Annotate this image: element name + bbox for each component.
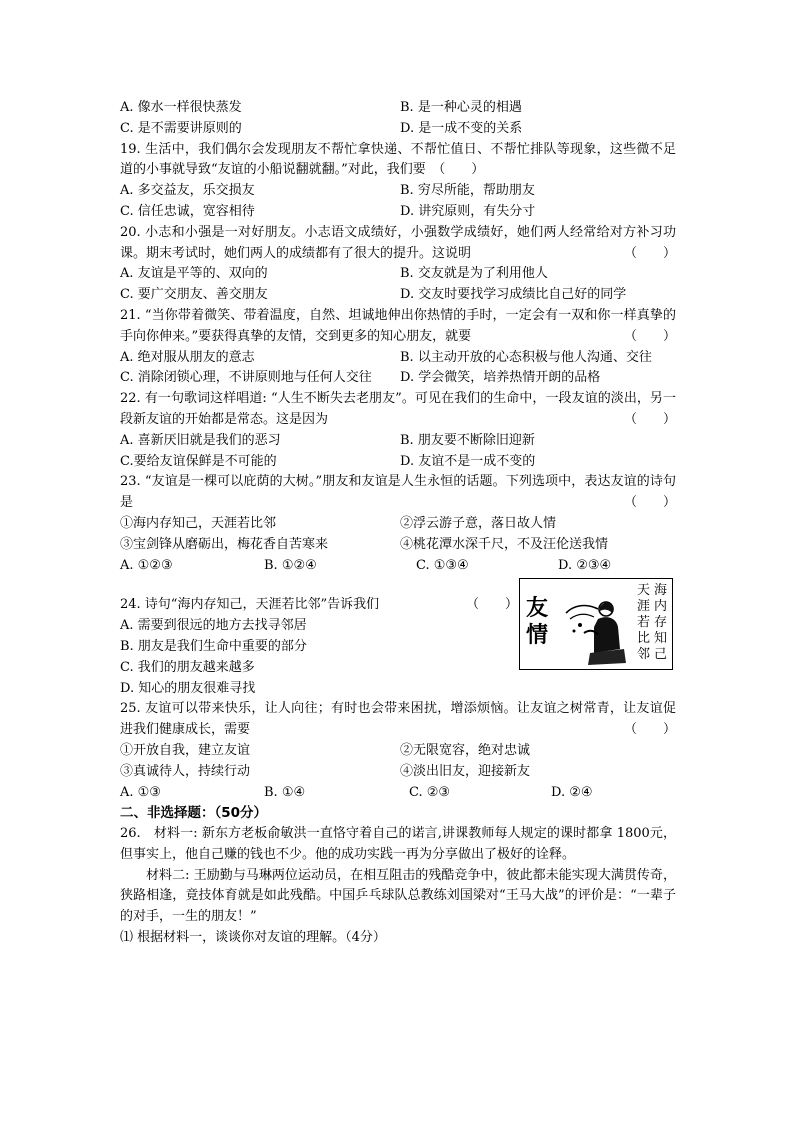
q22-option-c: C.要给友谊保鲜是不可能的 xyxy=(120,453,277,469)
q25-item-1: ①开放自我，建立友谊 xyxy=(120,742,251,758)
q21-options-row1 xyxy=(120,348,676,369)
q19-stem: 19. 生活中，我们偶尔会发现朋友不帮忙拿快递、不帮忙值日、不帮忙排队等现象，这些微不足道的小事就导致“友谊的小船说翻就翻。”对此，我们要 （ ） xyxy=(120,141,676,178)
q19-option-c: C. 信任忠诚，宽容相待 xyxy=(120,203,255,219)
q25-option-a: A. ①③ xyxy=(120,784,161,800)
q25-items-row1 xyxy=(120,741,676,762)
q23-items-row2 xyxy=(120,535,676,556)
q23-option-a: A. ①②③ xyxy=(120,557,173,573)
q21-option-c: C. 消除闭锁心理，不讲原则地与任何人交往 xyxy=(120,370,372,386)
q25-item-3: ③真诚待人，持续行动 xyxy=(120,763,251,779)
q26-material-1: 26. 材料一: 新东方老板俞敏洪一直恪守着自己的诺言,讲课教师每人规定的课时都拿 1800元，但事实上，他自己赚的钱也不少。他的成功实践一再为分享做出了极好的诠释。 xyxy=(120,826,676,862)
illustration-title: 友情 xyxy=(526,596,549,648)
q25-option-c: C. ②③ xyxy=(409,784,451,800)
q20-option-c: C. 要广交朋友、善交朋友 xyxy=(120,287,268,303)
q18-options-row1 xyxy=(120,98,676,119)
q20-answer-paren: （ ） xyxy=(623,245,676,261)
q25-option-b: B. ①④ xyxy=(264,784,306,800)
q20-options-row2 xyxy=(120,285,676,306)
q24-option-a: A. 需要到很远的地方去找寻邻居 xyxy=(120,618,307,634)
q18-option-d: D. 是一成不变的关系 xyxy=(400,120,523,136)
q25-answer-paren: （ ） xyxy=(623,722,676,738)
q18-option-b: B. 是一种心灵的相遇 xyxy=(400,100,522,115)
q26-part-1: ⑴ 根据材料一，谈谈你对友谊的理解。（4分） xyxy=(120,930,386,946)
poem-line-2: 天涯若比邻 xyxy=(636,583,650,662)
q22-options-row1 xyxy=(120,431,676,452)
q19-option-d: D. 讲究原则，有失分寸 xyxy=(400,203,536,219)
q25-items-row2 xyxy=(120,762,676,783)
q23-items-row1 xyxy=(120,514,676,535)
q22-answer-paren: （ ） xyxy=(623,411,676,427)
q23-option-b: B. ①②④ xyxy=(264,557,317,573)
q23-stem: 23. “友谊是一棵可以庇荫的大树。”朋友和友谊是人生永恒的话题。下列选项中，表达友谊的诗句是 xyxy=(120,474,676,511)
q23-answer-paren: （ ） xyxy=(623,495,676,511)
q23-item-1: ①海内存知己，天涯若比邻 xyxy=(120,515,277,531)
q21-options-row2 xyxy=(120,368,676,389)
q19-option-b: B. 穷尽所能，帮助朋友 xyxy=(400,183,535,199)
q22-option-d: D. 友谊不是一成不变的 xyxy=(400,453,536,469)
q20-option-a: A. 友谊是平等的、双向的 xyxy=(120,266,268,282)
q20-option-b: B. 交友就是为了利用他人 xyxy=(400,266,548,282)
illustration-poem xyxy=(636,583,668,663)
exam-page xyxy=(120,98,676,949)
q23-option-d: D. ②③④ xyxy=(558,557,612,573)
q20-question xyxy=(120,223,676,265)
q21-option-a: A. 绝对服从朋友的意志 xyxy=(120,349,255,365)
q18-options-row2 xyxy=(120,119,676,140)
q21-option-b: B. 以主动开放的心态积极与他人沟通、交往 xyxy=(400,349,652,365)
q23-item-2: ②浮云游子意，落日故人情 xyxy=(400,515,557,531)
q19-option-a: A. 多交益友，乐交损友 xyxy=(120,183,255,199)
section-title: 二、非选择题：（50分） xyxy=(120,805,268,822)
poem-line-1: 海内存知己 xyxy=(653,583,667,662)
q19-options-row2 xyxy=(120,202,676,223)
q20-option-d: D. 交友时要找学习成绩比自己好的同学 xyxy=(400,287,627,303)
q24-stem: 24. 诗句“海内存知己，天涯若比邻”告诉我们 xyxy=(120,597,380,613)
q25-options xyxy=(120,783,676,804)
q25-stem: 25. 友谊可以带来快乐，让人向往；有时也会带来困扰，增添烦恼。让友谊之树常青，让友谊促进我们健康成长，需要 xyxy=(120,701,676,738)
q22-stem: 22. 有一句歌词这样唱道: “人生不断失去老朋友”。可见在我们的生命中，一段友谊的淡出，另一段新友谊的开始都是常态。这是因为 xyxy=(120,391,676,427)
q18-option-c: C. 是不需要讲原则的 xyxy=(120,120,242,136)
q24-option-c: C. 我们的朋友越来越多 xyxy=(120,659,255,675)
q25-option-d: D. ②④ xyxy=(551,784,593,800)
q23-item-4: ④桃花潭水深千尺，不及汪伦送我情 xyxy=(400,536,609,552)
q18-option-a: A. 像水一样很快蒸发 xyxy=(120,100,242,115)
figure-drawing-icon xyxy=(560,583,632,667)
q24-answer-paren: （ ） xyxy=(465,597,518,613)
q25-item-4: ④淡出旧友，迎接新友 xyxy=(400,763,531,779)
q24-option-b: B. 朋友是我们生命中重要的部分 xyxy=(120,638,307,654)
q22-options-row2 xyxy=(120,452,676,473)
q24-option-d: D. 知心的朋友很难寻找 xyxy=(120,680,256,696)
q21-stem: 21. “当你带着微笑、带着温度，自然、坦诚地伸出你热情的手时，一定会有一双和你一样真挚的手向你伸来。”要获得真挚的友情，交到更多的知心朋友，就要 xyxy=(120,307,676,344)
q19-options-row1 xyxy=(120,181,676,202)
q22-option-b: B. 朋友要不断除旧迎新 xyxy=(400,432,535,448)
q21-answer-paren: （ ） xyxy=(623,328,676,344)
friendship-illustration xyxy=(519,578,673,670)
q25-item-2: ②无限宽容，绝对忠诚 xyxy=(400,742,531,758)
q23-option-c: C. ①③④ xyxy=(416,557,469,573)
q22-option-a: A. 喜新厌旧就是我们的恶习 xyxy=(120,432,281,448)
q20-options-row1 xyxy=(120,264,676,285)
q21-option-d: D. 学会微笑，培养热情开朗的品格 xyxy=(400,370,601,386)
q24-stem-line xyxy=(120,595,518,616)
q23-item-3: ③宝剑锋从磨砺出，梅花香自苦寒来 xyxy=(120,536,329,552)
q23-options xyxy=(120,556,676,577)
q20-stem: 20. 小志和小强是一对好朋友。小志语文成绩好，小强数学成绩好，她们两人经常给对方补习功课。期末考试时，她们两人的成绩都有了很大的提升。这说明 xyxy=(120,224,676,261)
q26-material-2: 材料二: 王励勤与马琳两位运动员，在相互阻击的残酷竞争中，彼此都未能实现大满贯传奇，狭路相逢，竟技体育就是如此残酷。中国乒乓球队总教练刘国梁对“王马大战”的评价是：“一辈子的对手，一生的朋友！” xyxy=(120,867,676,925)
